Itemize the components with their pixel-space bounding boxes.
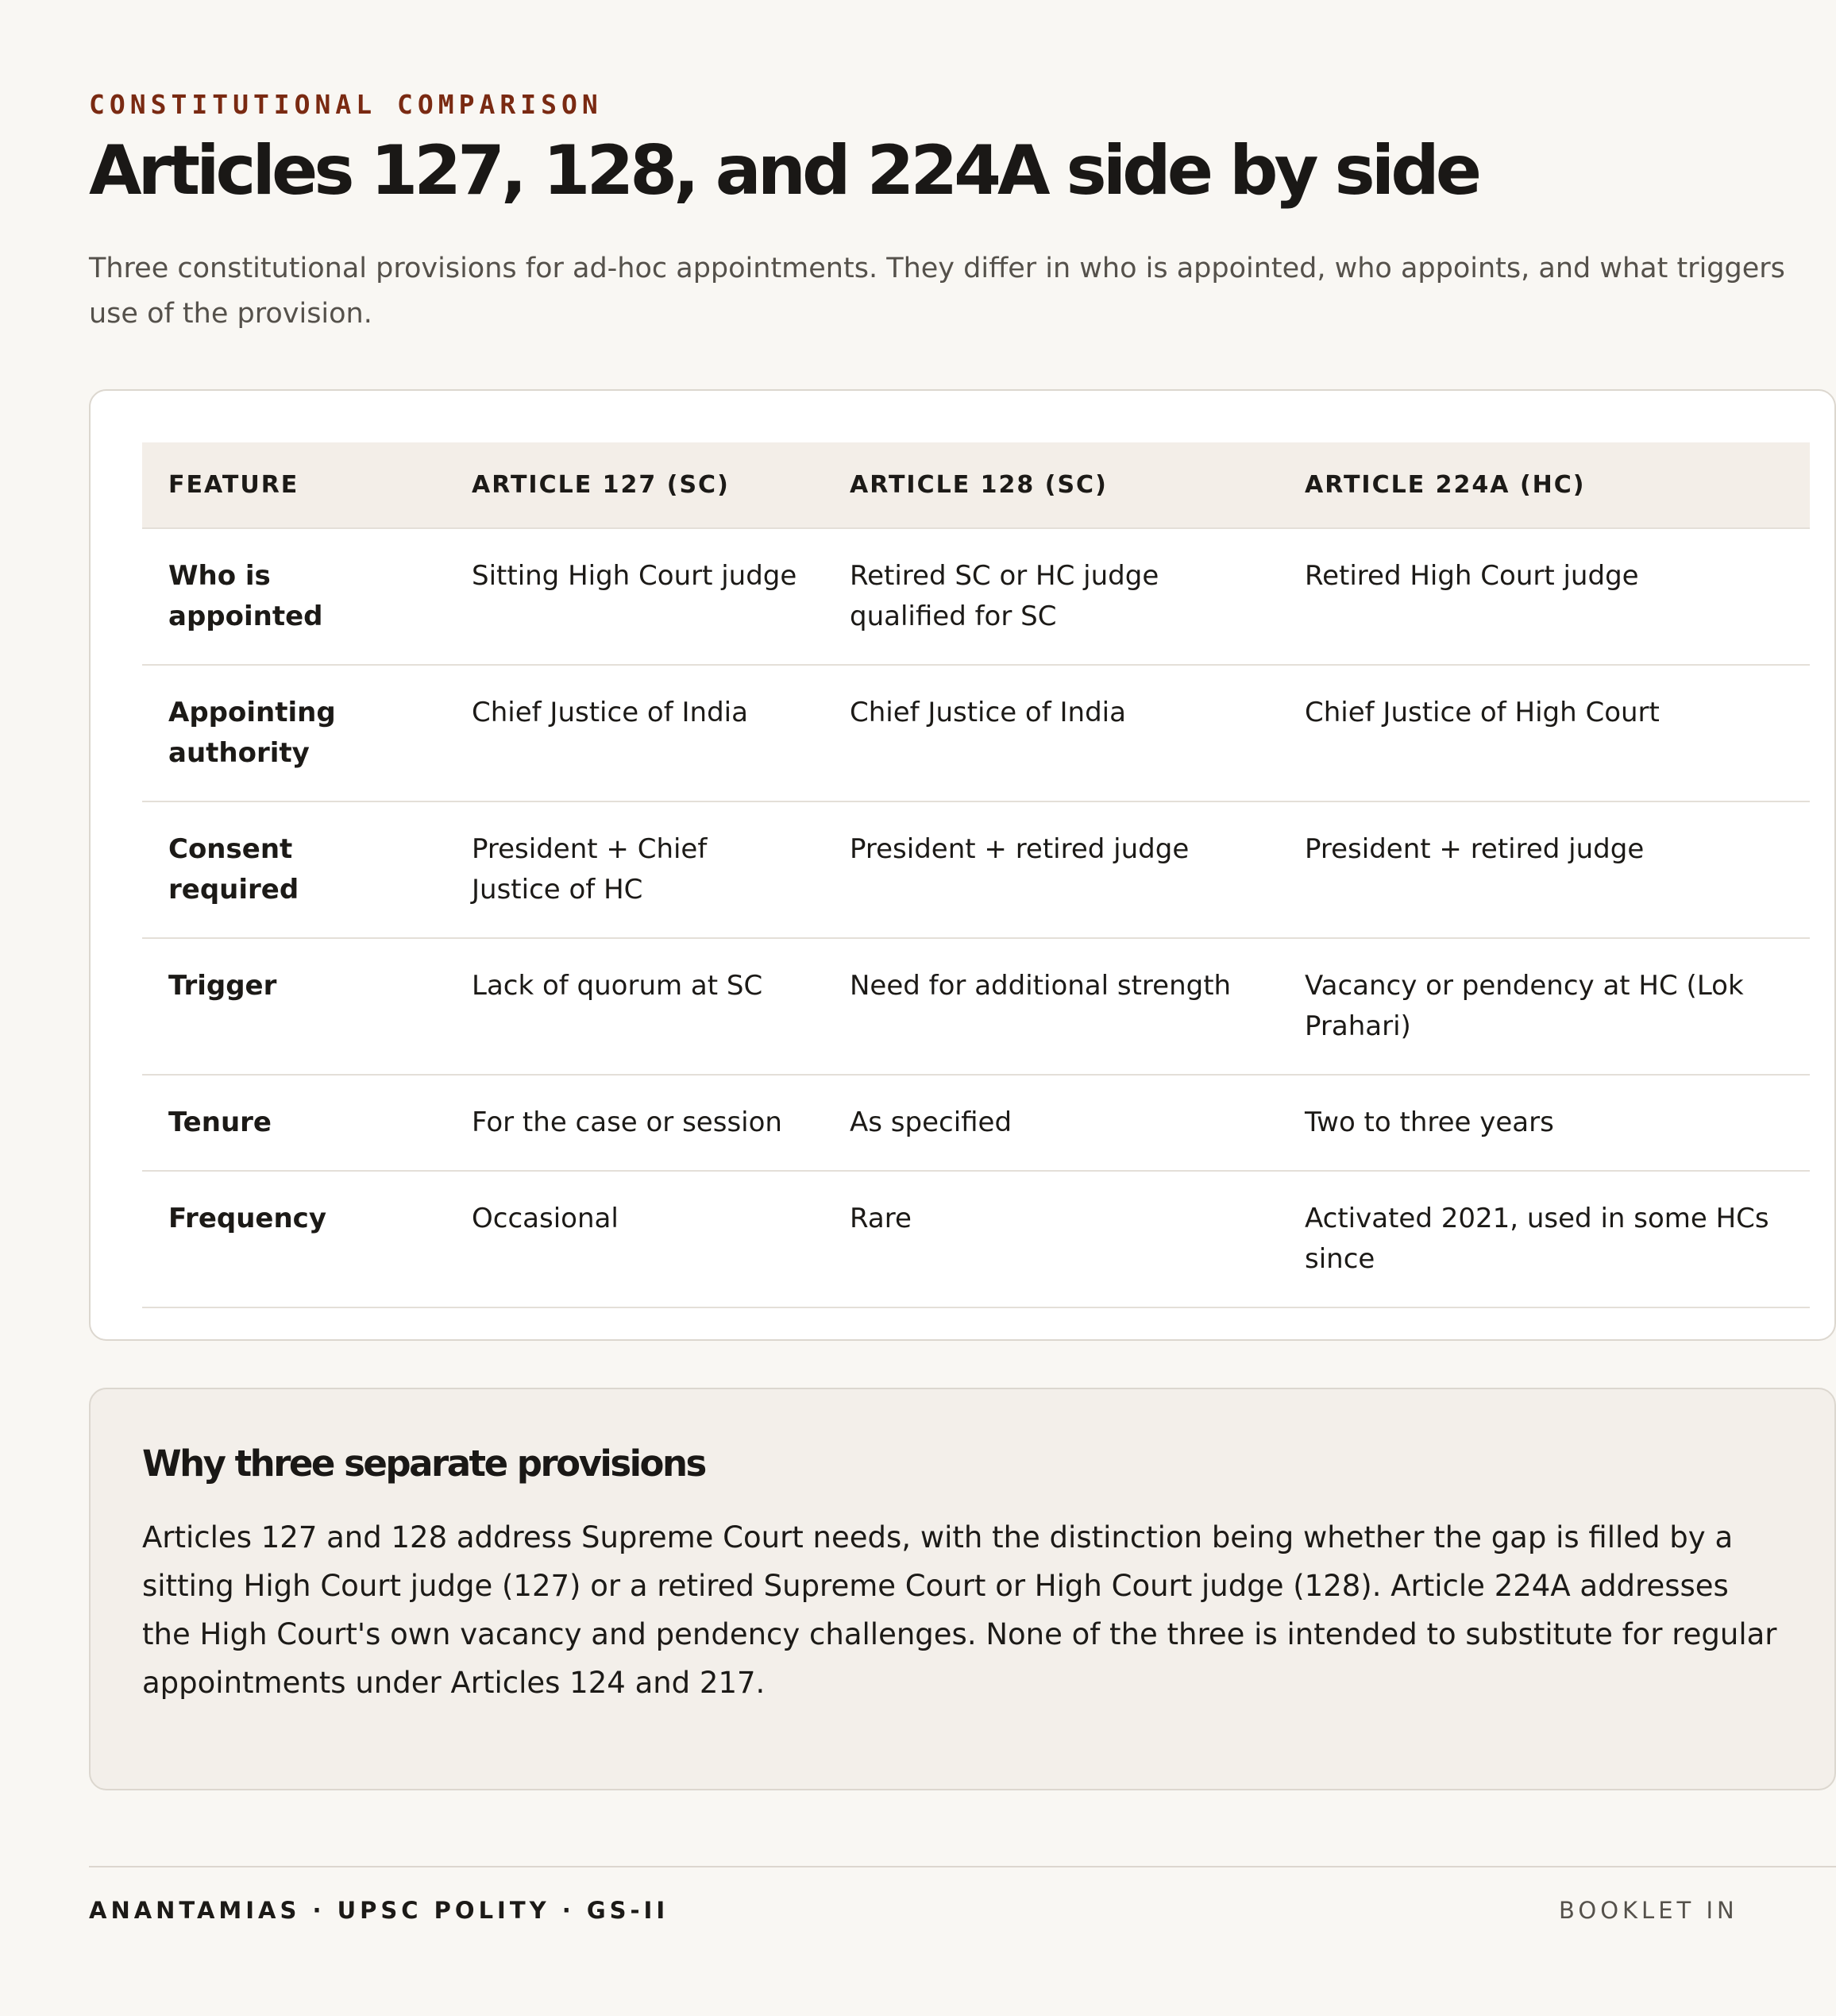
table-cell: Retired SC or HC judge qualified for SC — [824, 528, 1279, 665]
table-cell: Need for additional strength — [824, 938, 1279, 1075]
table-cell: President + retired judge — [824, 801, 1279, 938]
table-cell: President + retired judge — [1279, 801, 1810, 938]
why-callout-card — [89, 1388, 1836, 1790]
row-feature-label: Trigger — [142, 938, 446, 1075]
row-feature-label: Tenure — [142, 1075, 446, 1171]
table-header-row — [142, 442, 1810, 528]
callout-title: Why three separate provisions — [142, 1442, 705, 1485]
table-row — [142, 801, 1810, 938]
column-header-article-127: ARTICLE 127 (SC) — [446, 442, 824, 528]
page-subtitle: Three constitutional provisions for ad-hoc appointments. They differ in who is appointed, who appoints, and what triggers use of the provision. — [89, 253, 1785, 330]
table-cell: Lack of quorum at SC — [446, 938, 824, 1075]
comparison-table — [142, 442, 1810, 1308]
row-feature-label: Who is appointed — [142, 528, 446, 665]
table-cell: As specified — [824, 1075, 1279, 1171]
footer-divider — [89, 1866, 1836, 1867]
column-header-feature: FEATURE — [142, 442, 446, 528]
row-feature-label: Appointing authority — [142, 665, 446, 801]
column-header-article-128: ARTICLE 128 (SC) — [824, 442, 1279, 528]
table-cell: Rare — [824, 1171, 1279, 1307]
table-cell: Occasional — [446, 1171, 824, 1307]
callout-body: Articles 127 and 128 address Supreme Court needs, with the distinction being whether the gap is filled by a sitting High Court judge (127) or a retired Supreme Court or High Court judge (128). Article 224A addresses the High Court's own vacancy and pendency challenges. None of the three is intended to substitute for regular appointments under Articles 124 and 217. — [142, 1520, 1777, 1700]
table-row — [142, 665, 1810, 801]
column-header-article-224a: ARTICLE 224A (HC) — [1279, 442, 1810, 528]
row-feature-label: Frequency — [142, 1171, 446, 1307]
table-cell: Vacancy or pendency at HC (Lok Prahari) — [1279, 938, 1810, 1075]
table-cell: Chief Justice of High Court — [1279, 665, 1810, 801]
table-cell: Retired High Court judge — [1279, 528, 1810, 665]
comparison-table-card — [89, 389, 1836, 1341]
table-cell: For the case or session — [446, 1075, 824, 1171]
page-title: Articles 127, 128, and 224A side by side — [89, 131, 1479, 210]
table-cell: Two to three years — [1279, 1075, 1810, 1171]
footer-publisher: ANANTAMIAS · UPSC POLITY · GS-II — [89, 1897, 669, 1924]
table-row — [142, 1075, 1810, 1171]
table-cell: Chief Justice of India — [824, 665, 1279, 801]
table-cell: Sitting High Court judge — [446, 528, 824, 665]
table-row — [142, 528, 1810, 665]
table-row — [142, 938, 1810, 1075]
eyebrow-label: CONSTITUTIONAL COMPARISON — [89, 89, 603, 120]
table-cell: Chief Justice of India — [446, 665, 824, 801]
table-row — [142, 1171, 1810, 1307]
row-feature-label: Consent required — [142, 801, 446, 938]
footer-booklet-label: BOOKLET IN — [1559, 1897, 1738, 1924]
table-cell: President + Chief Justice of HC — [446, 801, 824, 938]
table-cell: Activated 2021, used in some HCs since — [1279, 1171, 1810, 1307]
